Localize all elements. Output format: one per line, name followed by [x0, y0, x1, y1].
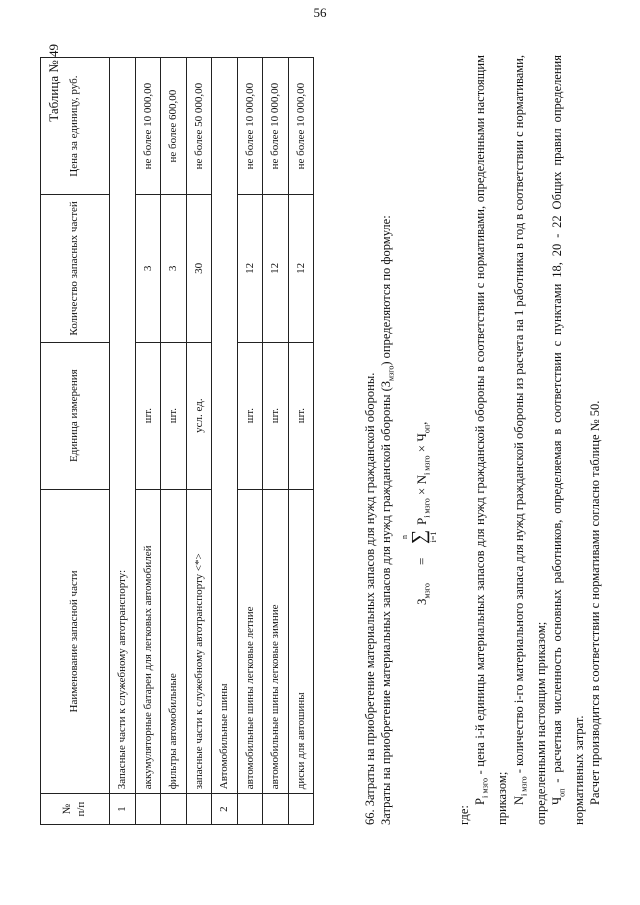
section-num: 2: [212, 794, 238, 825]
cell-price: не более 600,00: [161, 58, 187, 195]
cell-name: аккумуляторные батареи для легковых автомобилей: [135, 489, 161, 794]
cell-price: не более 10 000,00: [288, 58, 314, 195]
table-row: [288, 58, 314, 825]
cell-unit: шт.: [135, 342, 161, 489]
formula-lhs: $З_{мзго}$: [414, 583, 432, 605]
definition-n: $N_{i мзго}$ - количество i-го материального запаса для нужд гражданской обороны из расчета на 1 работника в год в соответствии с нормативами, определенными настоящим приказом;: [511, 55, 548, 825]
cell-unit: шт.: [263, 342, 289, 489]
cell-unit: шт.: [237, 342, 263, 489]
cell-unit: шт.: [161, 342, 187, 489]
cell-qty: 12: [288, 195, 314, 342]
sum-sign: ∑: [408, 529, 430, 545]
cell-name: автомобильные шины легковые зимние: [263, 489, 289, 794]
intro-text: [362, 55, 400, 825]
table-row: [161, 58, 187, 825]
cell-price: не более 10 000,00: [135, 58, 161, 195]
header-price: Цена за единицу, руб.: [41, 58, 110, 195]
cell-qty: 3: [161, 195, 187, 342]
header-qty: Количество запасных частей: [41, 195, 110, 342]
header-name: Наименование запасной части: [41, 489, 110, 794]
cell-price: не более 50 000,00: [186, 58, 212, 195]
definition-ch: $Ч_{оп}$ - расчетная численность основных работников, определяемая в соответствии с пунктами 18, 20 - 22 Общих правил определения нормативных затрат.: [550, 55, 586, 825]
cell-name: фильтры автомобильные: [161, 489, 187, 794]
table-row: [263, 58, 289, 825]
spare-parts-table: [40, 57, 314, 825]
cell-qty: 12: [263, 195, 289, 342]
cell-name: диски для автошины: [288, 489, 314, 794]
page-number: 56: [313, 5, 327, 20]
cell-qty: 3: [135, 195, 161, 342]
header-unit: Единица измерения: [41, 342, 110, 489]
header-num: № п/п: [41, 794, 110, 825]
cell-unit: усл. ед.: [186, 342, 212, 489]
cell-name: запасные части к служебному автотранспорту <*>: [186, 489, 212, 794]
intro-paragraph: Затраты на приобретение материальных запасов для нужд гражданской обороны $(З_{мзго})$ определяются по формуле:: [379, 215, 396, 825]
cell-qty: 12: [237, 195, 263, 342]
where-label: где:: [457, 805, 471, 825]
section-row: [110, 58, 136, 825]
section-title: Запасные части к служебному автотранспорту:: [110, 58, 136, 794]
cell-price: не более 10 000,00: [263, 58, 289, 195]
cell-price: не более 10 000,00: [237, 58, 263, 195]
table-row: [237, 58, 263, 825]
formula-terms: $P_{i мзго} \times N_{i мзго} \times Ч_{оп}$,: [414, 421, 432, 525]
table-caption: Таблица № 49: [46, 44, 61, 122]
section-heading: 66. Затраты на приобретение материальных запасов для нужд гражданской обороны.: [363, 372, 377, 825]
table-row: [135, 58, 161, 825]
table-header-row: [41, 58, 110, 825]
cell-name: автомобильные шины легковые летние: [237, 489, 263, 794]
table-row: [186, 58, 212, 825]
cell-unit: шт.: [288, 342, 314, 489]
formula-equals: =: [414, 557, 429, 565]
section-row: [212, 58, 238, 825]
sum-operator: n ∑ i=1: [400, 529, 438, 545]
section-num: 1: [110, 794, 136, 825]
definition-p: $P_{i мзго}$ - цена i-й единицы материальных запасов для нужд гражданской обороны в соответствии с нормативами, определенными настоящим приказом;: [473, 54, 510, 825]
cell-qty: 30: [186, 195, 212, 342]
final-note: Расчет производится в соответствии с нормативами согласно таблице № 50.: [588, 400, 603, 805]
definitions: [456, 55, 604, 825]
section-title: Автомобильные шины: [212, 58, 238, 794]
